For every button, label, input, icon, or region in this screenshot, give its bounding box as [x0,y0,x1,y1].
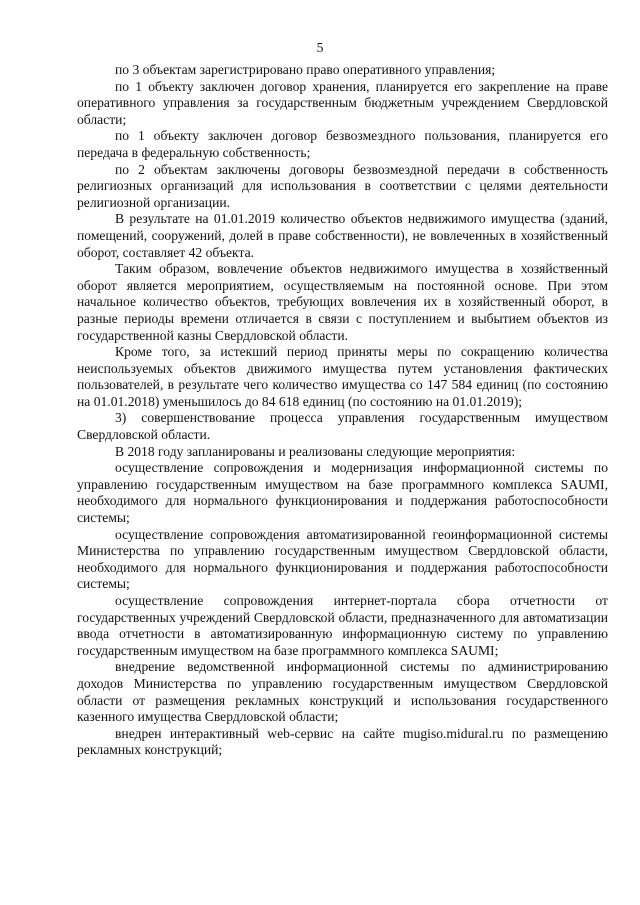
paragraph: внедрен интерактивный web-сервис на сайте mugiso.midural.ru по размещению рекламных конструкций; [77,725,608,758]
paragraph: В 2018 году запланированы и реализованы следующие мероприятия: [115,443,516,459]
paragraph: Таким образом, вовлечение объектов недвижимого имущества в хозяйственный оборот является мероприятием, осуществляемым на постоянной основе. При этом начальное количество объектов, требующих вовлечения их в хозяйственный оборот, в разные периоды времени отличается в связи с поступлением и выбытием объектов из государственной казны Свердловской области. [77,261,608,343]
paragraph: осуществление сопровождения автоматизированной геоинформационной системы Министерства по управлению государственным имуществом Свердловской области, необходимого для нормального функционирования и поддержания работоспособности системы; [77,526,608,592]
paragraph: по 1 объекту заключен договор хранения, планируется его закрепление на праве оперативного управления за государственным бюджетным учреждением Свердловской области; [77,78,608,127]
page-number: 5 [316,40,324,55]
paragraph: В результате на 01.01.2019 количество объектов недвижимого имущества (зданий, помещений, сооружений, долей в праве собственности), не вовлеченных в хозяйственный оборот, составляет 42 объекта. [77,211,608,260]
paragraph: Кроме того, за истекший период приняты меры по сокращению количества неиспользуемых объектов движимого имущества путем установления фактических пользователей, в результате чего количество имущества со 147 584 единиц (по состоянию на 01.01.2018) уменьшилось до 84 618 единиц (по состоянию на 01.01.2019); [77,344,608,409]
paragraph: по 3 объектам зарегистрировано право оперативного управления; [115,62,496,77]
paragraph: 3) совершенствование процесса управления государственным имуществом Свердловской области. [77,410,608,443]
paragraph: по 1 объекту заключен договор безвозмездного пользования, планируется его передача в федеральную собственность; [77,128,608,160]
paragraph: по 2 объектам заключены договоры безвозмездной передачи в собственность религиозных организаций для использования в соответствии с целями деятельности религиозной организации. [77,161,608,210]
document-body [77,62,608,759]
paragraph: осуществление сопровождения интернет-портала сбора отчетности от государственных учреждений Свердловской области, предназначенного для автоматизации ввода отчетности в автоматизированную информационную систему по управлению государственным имуществом на базе программного комплекса SAUMI; [77,593,608,658]
paragraph: внедрение ведомственной информационной системы по администрированию доходов Министерства по управлению государственным имуществом Свердловской области от размещения рекламных конструкций и использования государственного казенного имущества Свердловской области; [77,659,608,725]
paragraph: осуществление сопровождения и модернизация информационной системы по управлению государственным имуществом на базе программного комплекса SAUMI, необходимого для нормального функционирования и поддержания работоспособности системы; [77,460,608,526]
